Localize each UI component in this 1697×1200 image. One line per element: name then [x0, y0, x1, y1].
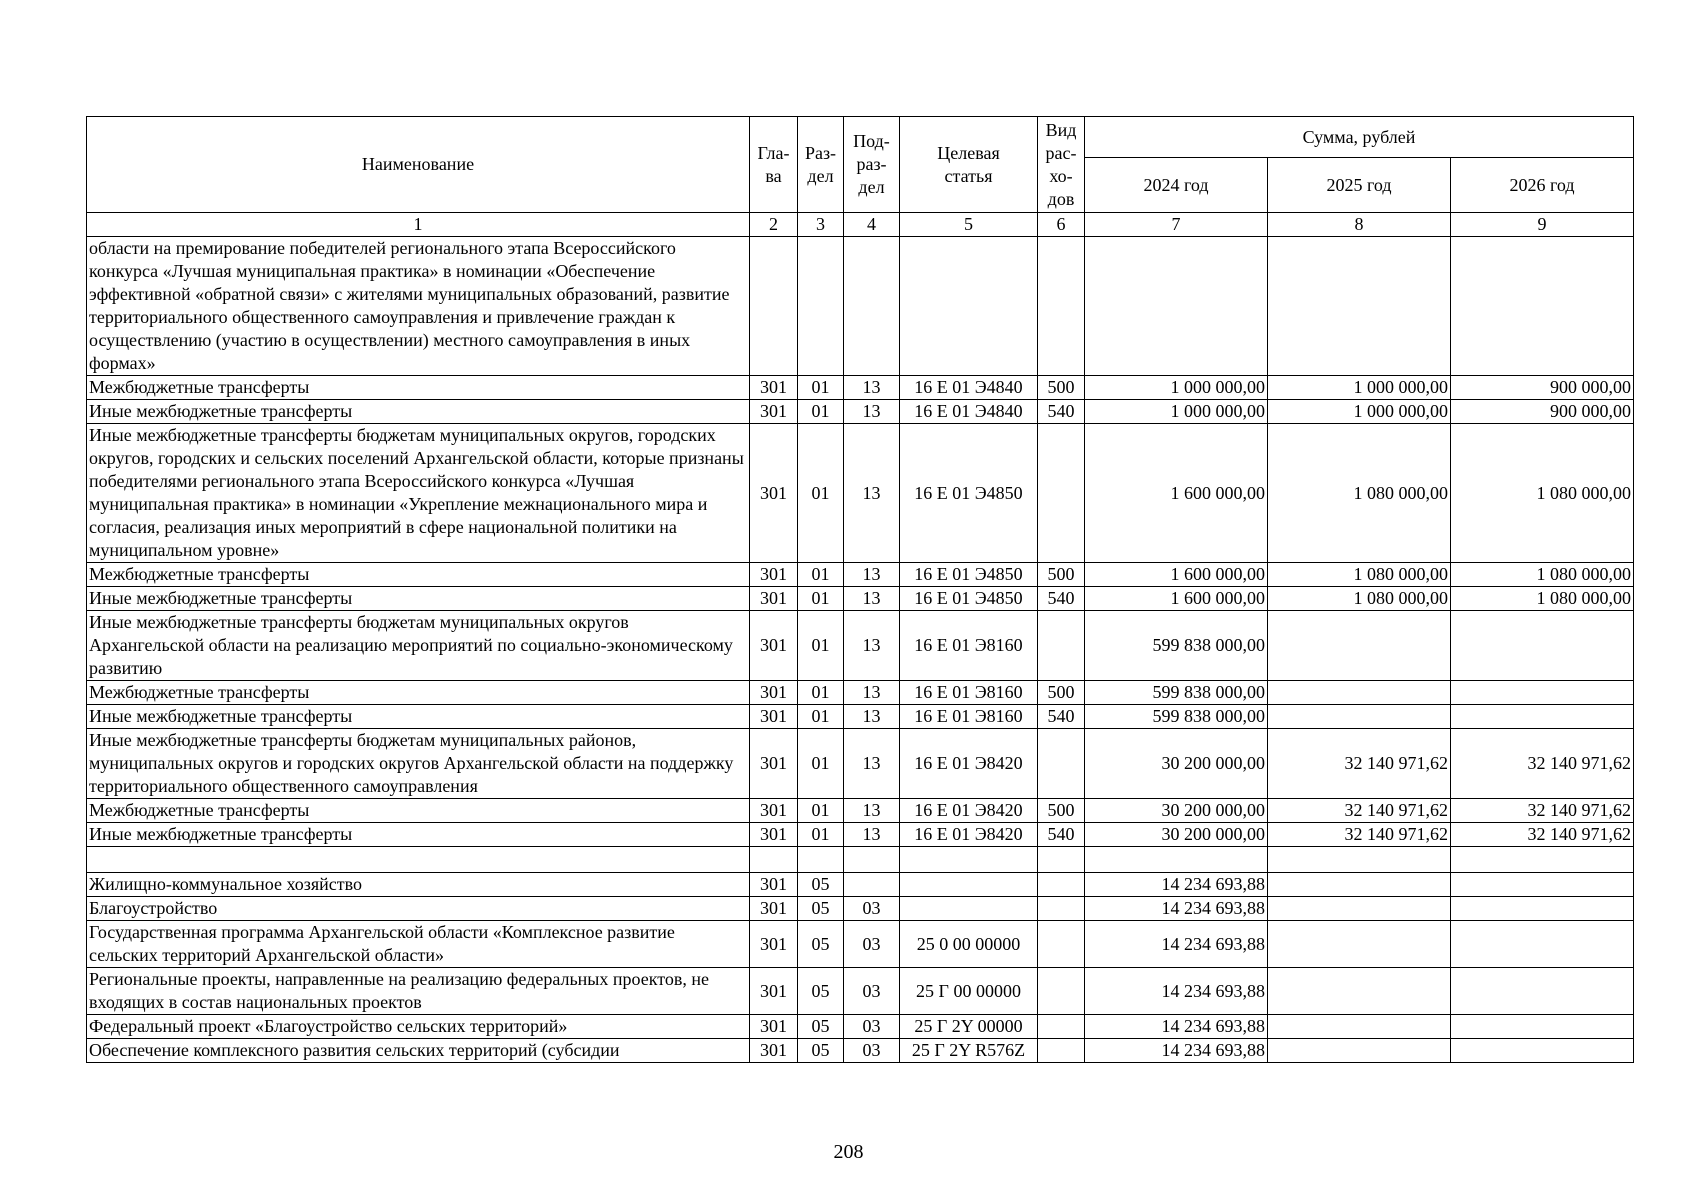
- cell-celevaya: [900, 873, 1038, 897]
- cell-name: Региональные проекты, направленные на реализацию федеральных проектов, не входящих в состав национальных проектов: [87, 968, 750, 1015]
- cell-2026: 32 140 971,62: [1451, 729, 1634, 799]
- col-number: 3: [798, 213, 844, 237]
- cell-name: Иные межбюджетные трансферты: [87, 823, 750, 847]
- cell-razdel: 01: [798, 799, 844, 823]
- table-row: [87, 873, 1634, 897]
- cell-glava: 301: [750, 563, 798, 587]
- table-row: [87, 563, 1634, 587]
- cell-2025: [1268, 873, 1451, 897]
- cell-podrazdel: 13: [844, 705, 900, 729]
- cell-glava: 301: [750, 1015, 798, 1039]
- cell-2025: [1268, 237, 1451, 376]
- cell-2024: 30 200 000,00: [1085, 729, 1268, 799]
- cell-podrazdel: 13: [844, 681, 900, 705]
- cell-glava: 301: [750, 799, 798, 823]
- table-row: [87, 681, 1634, 705]
- cell-name: Иные межбюджетные трансферты бюджетам муниципальных районов, муниципальных округов и городских округов Архангельской области на поддержку территориального общественного самоуправления: [87, 729, 750, 799]
- cell-podrazdel: [844, 237, 900, 376]
- header-year-2024: 2024 год: [1085, 158, 1268, 213]
- cell-razdel: 01: [798, 424, 844, 563]
- cell-2024: 599 838 000,00: [1085, 611, 1268, 681]
- cell-2024: 14 234 693,88: [1085, 921, 1268, 968]
- header-year-2025: 2025 год: [1268, 158, 1451, 213]
- cell-2026: [1451, 1015, 1634, 1039]
- cell-podrazdel: 13: [844, 823, 900, 847]
- cell-glava: 301: [750, 729, 798, 799]
- table-row: [87, 237, 1634, 376]
- table-row: [87, 611, 1634, 681]
- col-number: 2: [750, 213, 798, 237]
- table-row: [87, 921, 1634, 968]
- cell-2026: [1451, 873, 1634, 897]
- cell-2024: 14 234 693,88: [1085, 1039, 1268, 1063]
- cell-2025: 32 140 971,62: [1268, 823, 1451, 847]
- header-summa: Сумма, рублей: [1085, 117, 1634, 158]
- cell-name: Иные межбюджетные трансферты: [87, 705, 750, 729]
- cell-2024: 30 200 000,00: [1085, 823, 1268, 847]
- cell-vid: [1038, 1039, 1085, 1063]
- cell-name: Жилищно-коммунальное хозяйство: [87, 873, 750, 897]
- cell-glava: 301: [750, 1039, 798, 1063]
- cell-2024: 14 234 693,88: [1085, 897, 1268, 921]
- cell-vid: [1038, 729, 1085, 799]
- cell-vid: 540: [1038, 587, 1085, 611]
- cell-celevaya: 16 Е 01 Э4840: [900, 400, 1038, 424]
- cell-razdel: 01: [798, 587, 844, 611]
- cell-podrazdel: 13: [844, 799, 900, 823]
- cell-glava: 301: [750, 705, 798, 729]
- cell-2025: [1268, 611, 1451, 681]
- cell-razdel: 05: [798, 873, 844, 897]
- cell-2026: [1451, 847, 1634, 873]
- cell-razdel: 01: [798, 823, 844, 847]
- cell-celevaya: 25 Г 2Y 00000: [900, 1015, 1038, 1039]
- table-row: [87, 400, 1634, 424]
- table-row: [87, 847, 1634, 873]
- cell-celevaya: 25 0 00 00000: [900, 921, 1038, 968]
- cell-celevaya: [900, 897, 1038, 921]
- cell-2026: [1451, 705, 1634, 729]
- cell-name: Межбюджетные трансферты: [87, 563, 750, 587]
- cell-razdel: 05: [798, 968, 844, 1015]
- cell-vid: [1038, 424, 1085, 563]
- cell-2025: [1268, 968, 1451, 1015]
- cell-2026: 900 000,00: [1451, 400, 1634, 424]
- cell-2024: 14 234 693,88: [1085, 873, 1268, 897]
- cell-2026: 32 140 971,62: [1451, 823, 1634, 847]
- cell-name: Иные межбюджетные трансферты: [87, 587, 750, 611]
- cell-glava: 301: [750, 611, 798, 681]
- cell-name: Иные межбюджетные трансферты: [87, 400, 750, 424]
- cell-2025: [1268, 705, 1451, 729]
- cell-vid: 540: [1038, 705, 1085, 729]
- table-header: [87, 117, 1634, 237]
- cell-glava: 301: [750, 376, 798, 400]
- cell-celevaya: 16 Е 01 Э8420: [900, 823, 1038, 847]
- cell-vid: [1038, 611, 1085, 681]
- cell-celevaya: [900, 237, 1038, 376]
- cell-2024: 30 200 000,00: [1085, 799, 1268, 823]
- cell-vid: [1038, 921, 1085, 968]
- cell-2026: 32 140 971,62: [1451, 799, 1634, 823]
- header-podrazdel: Под- раз- дел: [844, 117, 900, 213]
- table-row: [87, 1039, 1634, 1063]
- cell-vid: 540: [1038, 400, 1085, 424]
- header-celevaya: Целевая статья: [900, 117, 1038, 213]
- cell-2026: [1451, 681, 1634, 705]
- cell-razdel: [798, 237, 844, 376]
- table-row: [87, 799, 1634, 823]
- cell-2026: 1 080 000,00: [1451, 563, 1634, 587]
- cell-2025: [1268, 681, 1451, 705]
- table-row: [87, 968, 1634, 1015]
- cell-2025: 1 080 000,00: [1268, 424, 1451, 563]
- table-row: [87, 897, 1634, 921]
- cell-glava: 301: [750, 968, 798, 1015]
- cell-podrazdel: 03: [844, 921, 900, 968]
- cell-2024: 1 000 000,00: [1085, 400, 1268, 424]
- cell-name: Благоустройство: [87, 897, 750, 921]
- col-number: 9: [1451, 213, 1634, 237]
- header-name: Наименование: [87, 117, 750, 213]
- cell-vid: [1038, 237, 1085, 376]
- cell-vid: [1038, 968, 1085, 1015]
- cell-2026: 1 080 000,00: [1451, 587, 1634, 611]
- cell-2025: 32 140 971,62: [1268, 799, 1451, 823]
- cell-celevaya: 25 Г 00 00000: [900, 968, 1038, 1015]
- cell-celevaya: 16 Е 01 Э4850: [900, 587, 1038, 611]
- col-number: 4: [844, 213, 900, 237]
- cell-podrazdel: 03: [844, 897, 900, 921]
- col-number: 5: [900, 213, 1038, 237]
- cell-name: Обеспечение комплексного развития сельских территорий (субсидии: [87, 1039, 750, 1063]
- cell-celevaya: [900, 847, 1038, 873]
- cell-vid: [1038, 1015, 1085, 1039]
- cell-celevaya: 16 Е 01 Э8160: [900, 705, 1038, 729]
- cell-podrazdel: 13: [844, 400, 900, 424]
- cell-2025: [1268, 897, 1451, 921]
- cell-razdel: [798, 847, 844, 873]
- cell-2025: [1268, 847, 1451, 873]
- cell-name: области на премирование победителей регионального этапа Всероссийского конкурса «Лучшая муниципальная практика» в номинации «Обеспечение эффективной «обратной связи» с жителями муниципальных образований, развитие территориального общественного самоуправления и привлечение граждан к осуществлению (участию в осуществлении) местного самоуправления в иных формах»: [87, 237, 750, 376]
- cell-razdel: 01: [798, 611, 844, 681]
- cell-name: Межбюджетные трансферты: [87, 799, 750, 823]
- cell-podrazdel: [844, 873, 900, 897]
- header-year-2026: 2026 год: [1451, 158, 1634, 213]
- cell-vid: 500: [1038, 376, 1085, 400]
- cell-glava: 301: [750, 921, 798, 968]
- cell-razdel: 01: [798, 729, 844, 799]
- cell-2024: 14 234 693,88: [1085, 1015, 1268, 1039]
- cell-celevaya: 16 Е 01 Э8160: [900, 681, 1038, 705]
- table-row: [87, 1015, 1634, 1039]
- cell-name: [87, 847, 750, 873]
- cell-2024: 599 838 000,00: [1085, 705, 1268, 729]
- cell-2025: [1268, 1039, 1451, 1063]
- cell-vid: [1038, 897, 1085, 921]
- cell-2025: 1 000 000,00: [1268, 400, 1451, 424]
- cell-glava: 301: [750, 424, 798, 563]
- cell-podrazdel: 03: [844, 1015, 900, 1039]
- cell-2024: 1 000 000,00: [1085, 376, 1268, 400]
- cell-name: Иные межбюджетные трансферты бюджетам муниципальных округов Архангельской области на реализацию мероприятий по социально-экономическому развитию: [87, 611, 750, 681]
- table-row: [87, 705, 1634, 729]
- page-number: 208: [833, 1141, 864, 1163]
- cell-razdel: 05: [798, 1039, 844, 1063]
- cell-vid: 500: [1038, 799, 1085, 823]
- cell-2024: 1 600 000,00: [1085, 587, 1268, 611]
- table-row: [87, 424, 1634, 563]
- header-glava: Гла- ва: [750, 117, 798, 213]
- cell-celevaya: 25 Г 2Y R576Z: [900, 1039, 1038, 1063]
- table-row: [87, 729, 1634, 799]
- cell-glava: 301: [750, 873, 798, 897]
- cell-razdel: 05: [798, 921, 844, 968]
- header-razdel: Раз- дел: [798, 117, 844, 213]
- cell-2026: [1451, 921, 1634, 968]
- table-body: [87, 237, 1634, 1063]
- cell-2025: 1 000 000,00: [1268, 376, 1451, 400]
- cell-celevaya: 16 Е 01 Э8420: [900, 729, 1038, 799]
- cell-glava: 301: [750, 823, 798, 847]
- cell-podrazdel: 03: [844, 968, 900, 1015]
- cell-2024: [1085, 237, 1268, 376]
- cell-2025: 1 080 000,00: [1268, 587, 1451, 611]
- cell-2026: 1 080 000,00: [1451, 424, 1634, 563]
- cell-2026: [1451, 897, 1634, 921]
- cell-celevaya: 16 Е 01 Э4840: [900, 376, 1038, 400]
- cell-2025: [1268, 921, 1451, 968]
- cell-podrazdel: 13: [844, 729, 900, 799]
- col-number: 7: [1085, 213, 1268, 237]
- cell-2024: 599 838 000,00: [1085, 681, 1268, 705]
- cell-razdel: 01: [798, 400, 844, 424]
- cell-glava: [750, 237, 798, 376]
- cell-vid: [1038, 873, 1085, 897]
- cell-2026: 900 000,00: [1451, 376, 1634, 400]
- cell-2026: [1451, 968, 1634, 1015]
- cell-2025: 1 080 000,00: [1268, 563, 1451, 587]
- table-row: [87, 376, 1634, 400]
- col-number: 1: [87, 213, 750, 237]
- col-number: 6: [1038, 213, 1085, 237]
- cell-2026: [1451, 1039, 1634, 1063]
- cell-razdel: 01: [798, 563, 844, 587]
- cell-celevaya: 16 Е 01 Э8420: [900, 799, 1038, 823]
- cell-celevaya: 16 Е 01 Э4850: [900, 424, 1038, 563]
- cell-name: Иные межбюджетные трансферты бюджетам муниципальных округов, городских округов, городских и сельских поселений Архангельской области, которые признаны победителями регионального этапа Всероссийского конкурса «Лучшая муниципальная практика» в номинации «Укрепление межнационального мира и согласия, реализация иных мероприятий в сфере национальной политики на муниципальном уровне»: [87, 424, 750, 563]
- cell-razdel: 01: [798, 681, 844, 705]
- cell-podrazdel: 03: [844, 1039, 900, 1063]
- cell-name: Государственная программа Архангельской области «Комплексное развитие сельских территорий Архангельской области»: [87, 921, 750, 968]
- cell-vid: 500: [1038, 681, 1085, 705]
- cell-2025: 32 140 971,62: [1268, 729, 1451, 799]
- cell-razdel: 01: [798, 705, 844, 729]
- cell-2024: 1 600 000,00: [1085, 424, 1268, 563]
- table-row: [87, 587, 1634, 611]
- cell-name: Федеральный проект «Благоустройство сельских территорий»: [87, 1015, 750, 1039]
- cell-2024: 1 600 000,00: [1085, 563, 1268, 587]
- cell-podrazdel: 13: [844, 376, 900, 400]
- cell-name: Межбюджетные трансферты: [87, 376, 750, 400]
- header-vid: Вид рас- хо- дов: [1038, 117, 1085, 213]
- cell-razdel: 01: [798, 376, 844, 400]
- cell-vid: 500: [1038, 563, 1085, 587]
- cell-podrazdel: 13: [844, 563, 900, 587]
- cell-glava: 301: [750, 587, 798, 611]
- cell-name: Межбюджетные трансферты: [87, 681, 750, 705]
- table-row: [87, 823, 1634, 847]
- cell-razdel: 05: [798, 897, 844, 921]
- cell-razdel: 05: [798, 1015, 844, 1039]
- cell-podrazdel: 13: [844, 611, 900, 681]
- cell-podrazdel: 13: [844, 424, 900, 563]
- cell-glava: 301: [750, 681, 798, 705]
- cell-glava: 301: [750, 400, 798, 424]
- cell-podrazdel: [844, 847, 900, 873]
- cell-vid: [1038, 847, 1085, 873]
- cell-2024: [1085, 847, 1268, 873]
- cell-2026: [1451, 237, 1634, 376]
- cell-glava: 301: [750, 897, 798, 921]
- cell-glava: [750, 847, 798, 873]
- cell-celevaya: 16 Е 01 Э4850: [900, 563, 1038, 587]
- col-number: 8: [1268, 213, 1451, 237]
- cell-vid: 540: [1038, 823, 1085, 847]
- budget-table: [86, 116, 1634, 1063]
- cell-2024: 14 234 693,88: [1085, 968, 1268, 1015]
- cell-podrazdel: 13: [844, 587, 900, 611]
- cell-2026: [1451, 611, 1634, 681]
- cell-celevaya: 16 Е 01 Э8160: [900, 611, 1038, 681]
- cell-2025: [1268, 1015, 1451, 1039]
